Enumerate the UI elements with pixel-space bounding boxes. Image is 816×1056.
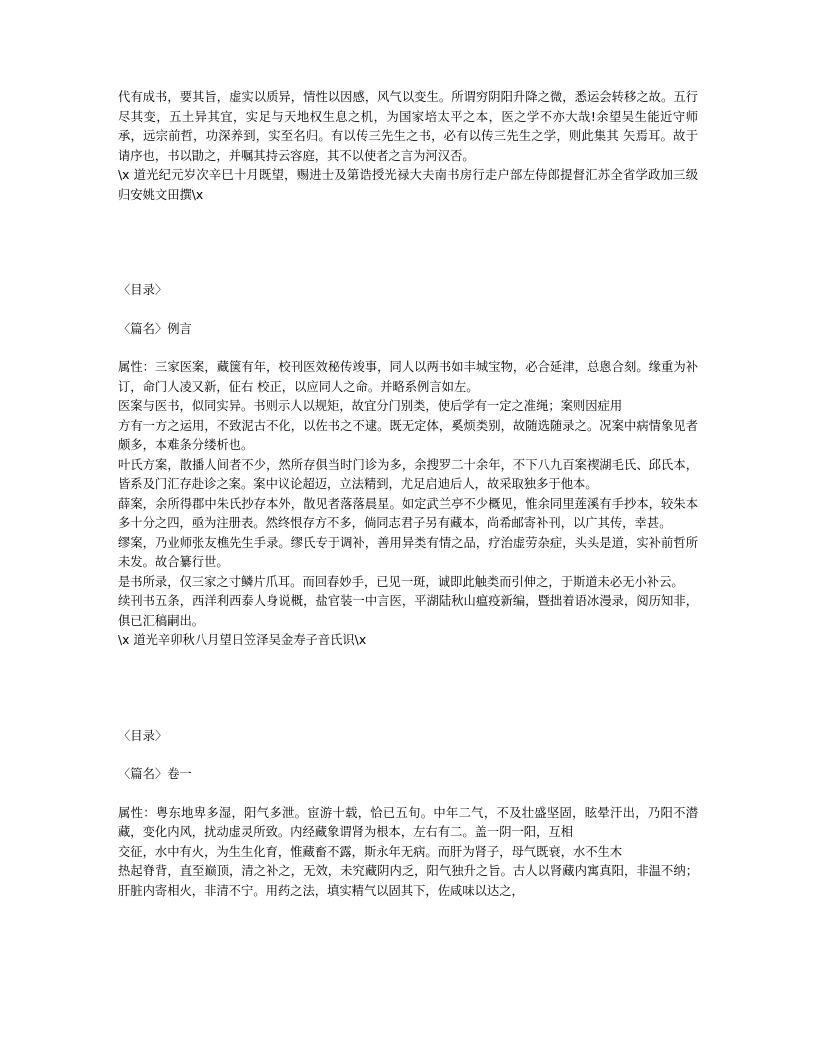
spacer <box>118 651 698 727</box>
section-catalog-juanyi <box>118 727 698 902</box>
catalog-tag: 〈目录〉 <box>118 728 168 743</box>
spacer <box>118 746 698 765</box>
paragraph: 叶氏方案，散播人间者不少，然所存俱当时门诊为多，余搜罗二十余年，不下八九百案禊湖毛氏、邱氏本，皆系及门汇存赴诊之案。案中议论超迈，立法精到，尤足启迪后人，故采取独多于他本。 <box>118 457 698 491</box>
paragraph: 代有成书，要其旨，虚实以质异，情性以因感，风气以变生。所谓穷阴阳升降之微，悉运会转移之故。五行尽其变，五土异其宜，实足与天地权生息之机，为国家培太平之本，医之学不亦大哉!余望吴生能近守师承，远宗前哲，功深养到，实至名归。有以传三先生之书，必有以传三先生之学，则此集其 矢焉耳。故于请序也，书以勖之，并嘱其持云容庭，其不以使者之言为河汉否。 <box>118 90 698 163</box>
paragraph: 热起脊背，直至巅顶，清之补之，无效，未究藏阴内乏，阳气独升之旨。古人以肾藏内寓真阳，非温不纳；肝脏内寄相火，非清不宁。用药之法，填实精气以固其下，佐咸味以达之， <box>118 864 698 898</box>
catalog-tag: 〈目录〉 <box>118 283 168 297</box>
spacer <box>118 205 698 281</box>
spacer <box>118 301 698 320</box>
paragraph: \x 道光纪元岁次辛巳十月既望，赐进士及第诰授光禄大夫南书房行走户部左侍郎提督汇苏全省学政加三级归安姚文田撰\x <box>118 168 698 202</box>
paragraph: \x 道光辛卯秋八月望日笠泽吴金寿子音氏识\x <box>118 633 367 647</box>
section-preface-tail <box>118 88 698 205</box>
paragraph: 是书所录，仅三家之寸鳞片爪耳。而回春妙手，已见一斑，诚即此触类而引伸之，于斯道未必无小补云。 <box>118 574 684 589</box>
paragraph: 属性：粤东地卑多湿，阳气多泄。宦游十载，恰已五旬。中年二气，不及壮盛坚固，眩晕汗出，乃阳不潜藏，变化内风，扰动虚灵所致。内经藏象谓肾为根本，左右有二。盖一阴一阳，互相 <box>118 805 698 839</box>
chapter-tag: 〈篇名〉例言 <box>118 321 192 336</box>
document-body <box>118 88 698 901</box>
spacer <box>118 785 698 804</box>
paragraph: 属性：三家医案，藏箧有年，校刊医效秘传竣事，同人以两书如丰城宝物，必合延津，总悤合刻。缘重为补订，命门人凌又新，佂右 校正，以应同人之命。并略系例言如左。 <box>118 360 698 394</box>
chapter-tag: 〈篇名〉卷一 <box>118 767 192 781</box>
paragraph: 缪案，乃业师张友樵先生手录。缪氏专于调补，善用异类有情之品，疗治虚劳杂症，头头是道，实补前哲所未发。故合纂行世。 <box>118 535 698 569</box>
paragraph: 方有一方之运用，不致泥古不化，以佐书之不逮。既无定体，奚烦类别，故随选随录之。况案中病情象见者颇多，本难条分缕析也。 <box>118 418 698 452</box>
section-catalog-liyan <box>118 281 698 651</box>
paragraph: 续刊书五条，西洋利西泰人身说概，盐官装一中言医，平湖陆秋山瘟疫新编，暨拙着语冰漫录，阅历知非，俱已汇稿嗣出。 <box>118 594 698 628</box>
paragraph: 薛案，余所得郡中朱氏抄存本外，散见者落落晨星。如定武兰亭不少概见，惟余同里莲溪有手抄本，较朱本多十分之四，亟为注册表。然终恨存方不多，倘同志君子另有藏本，尚希邮寄补刊，以广其传，幸甚。 <box>118 496 698 530</box>
paragraph: 交征，水中有火，为生生化育，惟藏畜不露，斯永年无病。而肝为肾子，母气既衰，水不生木 <box>118 844 623 859</box>
spacer <box>118 339 698 358</box>
paragraph: 医案与医书，似同实异。书则示人以规矩，故宜分门别类，使后学有一定之准绳；案则因症用 <box>118 399 623 413</box>
